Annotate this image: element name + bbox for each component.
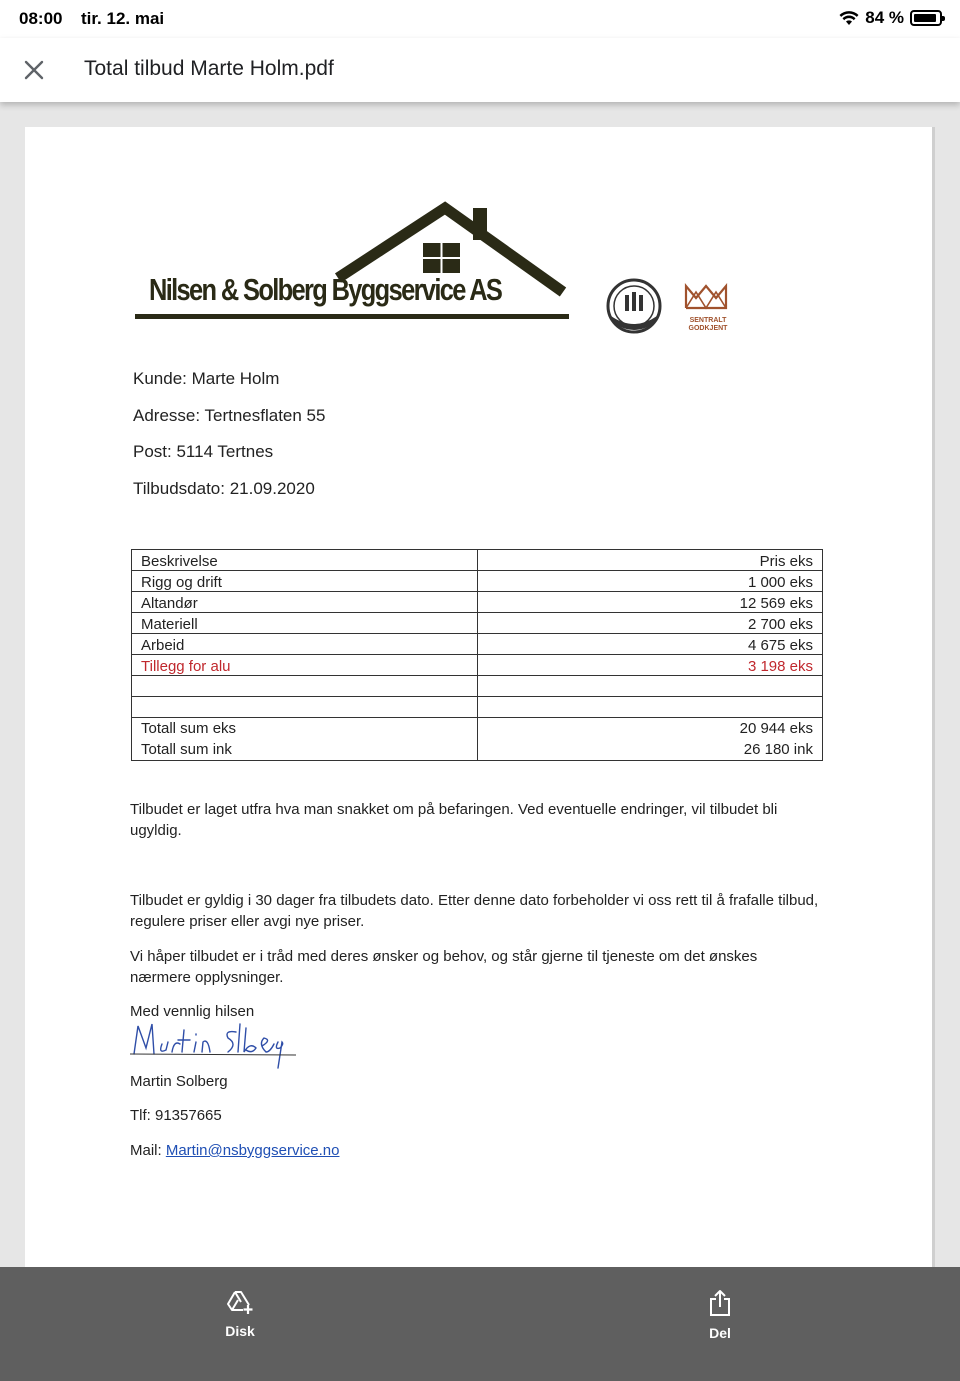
row-desc: Tillegg for alu: [132, 655, 478, 676]
company-logo-house: [130, 200, 580, 330]
table-row-empty: [132, 676, 823, 697]
share-icon: [708, 1289, 732, 1317]
battery-percentage: 84 %: [865, 8, 904, 27]
total-ink-value: 26 180 ink: [743, 741, 813, 758]
paragraph-befaring: Tilbudet er laget utfra hva man snakket om på befaringen. Ved eventuelle endringer, vil tilbudet bli ugyldig.: [130, 801, 778, 839]
table-header-price: Pris eks: [478, 550, 823, 571]
price-table: [131, 549, 823, 761]
status-bar: [0, 0, 960, 38]
table-row: [132, 571, 823, 592]
status-date: tir. 12. mai: [81, 9, 165, 28]
document-title: Total tilbud Marte Holm.pdf: [84, 57, 334, 80]
row-desc: Altandør: [132, 592, 478, 613]
table-row-empty: [132, 697, 823, 718]
paragraph-validity: Tilbudet er gyldig i 30 dager fra tilbudets dato. Etter denne dato forbeholder vi oss rett til å frafalle tilbud, regulere priser eller avgi nye priser.: [130, 892, 819, 930]
closing-greeting: Med vennlig hilsen: [130, 1003, 255, 1020]
total-eks-value: 20 944 eks: [739, 720, 813, 737]
bottom-action-bar: [0, 1267, 960, 1381]
signer-name: Martin Solberg: [130, 1073, 228, 1090]
mail-label: Mail:: [130, 1142, 166, 1159]
battery-icon: [910, 10, 942, 26]
table-total-row: [132, 718, 823, 761]
table-row: [132, 592, 823, 613]
total-labels: [132, 718, 478, 761]
total-eks-label: Totall sum eks: [141, 720, 237, 737]
total-ink-label: Totall sum ink: [141, 741, 232, 758]
row-price: 12 569 eks: [478, 592, 823, 613]
table-row-highlighted: [132, 655, 823, 676]
sentralt-text-2: GODKJENT: [688, 325, 728, 332]
sentralt-text-1: SENTRALT: [689, 317, 727, 324]
status-indicators: [839, 8, 942, 28]
row-desc: Materiell: [132, 613, 478, 634]
share-label: Del: [709, 1325, 731, 1341]
mester-badge-icon: [603, 278, 665, 334]
customer-post: Post: 5114 Tertnes: [133, 442, 274, 461]
sentralt-godkjent-badge: [683, 282, 733, 333]
status-time: 08:00: [19, 9, 63, 28]
app-header: [0, 38, 960, 102]
paragraph-closing: Vi håper tilbudet er i tråd med deres ønsker og behov, og står gjerne til tjeneste om det ønskes nærmere opplysninger.: [130, 948, 758, 986]
table-row: [132, 613, 823, 634]
signer-phone: Tlf: 91357665: [130, 1107, 222, 1124]
mail-link[interactable]: Martin@nsbyggservice.no: [165, 1142, 340, 1159]
handwritten-signature: [128, 1018, 303, 1073]
row-desc: Rigg og drift: [132, 571, 478, 592]
row-desc: Arbeid: [132, 634, 478, 655]
row-price: 3 198 eks: [478, 655, 823, 676]
drive-add-icon: [226, 1289, 254, 1315]
share-button[interactable]: [680, 1289, 760, 1349]
table-row: [132, 634, 823, 655]
customer-name: Kunde: Marte Holm: [133, 369, 280, 388]
row-price: 4 675 eks: [478, 634, 823, 655]
drive-label: Disk: [225, 1323, 255, 1339]
row-price: 2 700 eks: [478, 613, 823, 634]
signer-mail: [130, 1140, 820, 1161]
table-header-row: [132, 550, 823, 571]
table-header-desc: Beskrivelse: [132, 550, 478, 571]
crown-icon: [683, 282, 729, 310]
company-name: Nilsen & Solberg Byggservice AS: [149, 272, 502, 307]
close-icon[interactable]: [18, 54, 50, 86]
row-price: 1 000 eks: [478, 571, 823, 592]
offer-date: Tilbudsdato: 21.09.2020: [133, 479, 315, 498]
total-values: [478, 718, 823, 761]
save-to-drive-button[interactable]: [200, 1289, 280, 1349]
wifi-icon: [839, 10, 859, 26]
customer-address: Adresse: Tertnesflaten 55: [133, 406, 326, 425]
